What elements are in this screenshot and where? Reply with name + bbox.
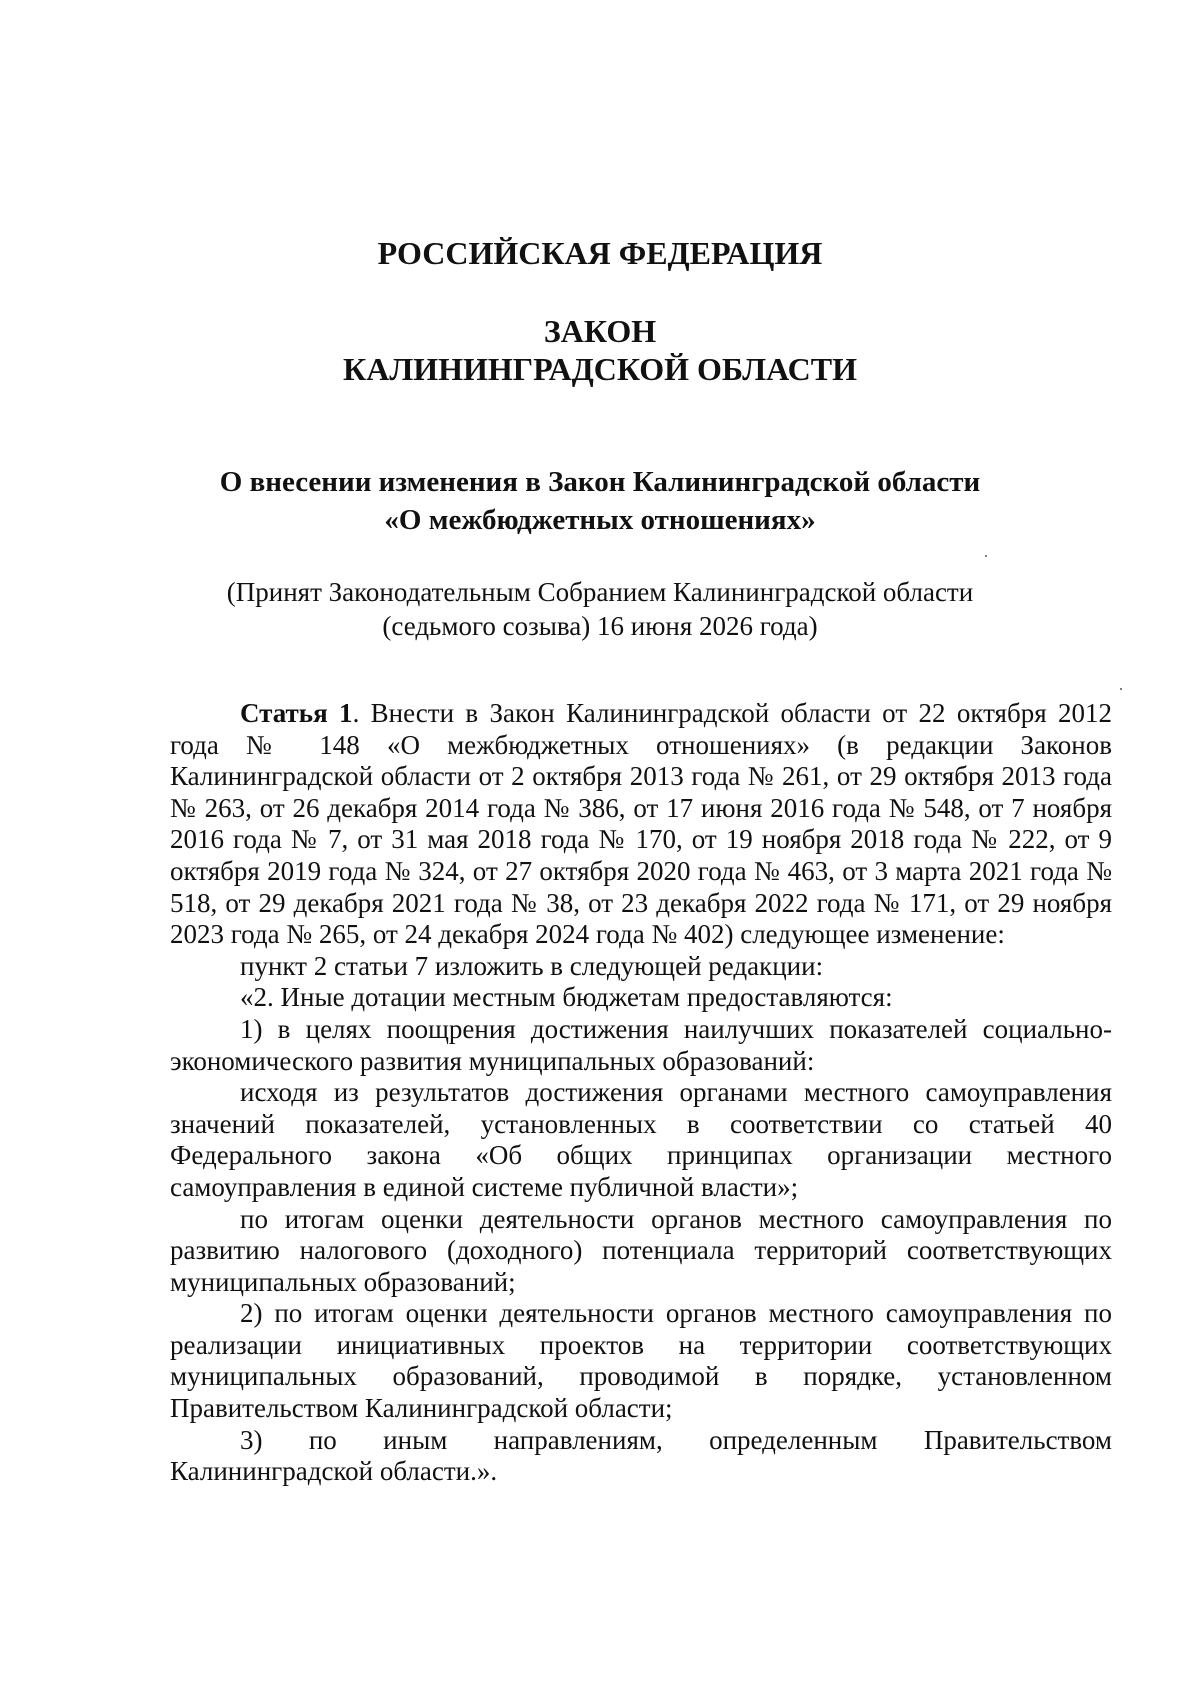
law-heading: ЗАКОН [543, 313, 657, 349]
country-heading: РОССИЙСКАЯ ФЕДЕРАЦИЯ [377, 235, 823, 271]
amendment-intro: пункт 2 статьи 7 изложить в следующей редакции: [240, 950, 824, 981]
subclause-1: 1) в целях поощрения достижения наилучших показателей социально-экономического развития муниципальных образований: [170, 1013, 1112, 1076]
subclause-1-item-b: по итогам оценки деятельности органов местного самоуправления по развитию налогового (доходного) потенциала территорий соответствующих муниципальных образований; [170, 1203, 1112, 1297]
law-title-line-2: «О межбюджетных отношениях» [384, 504, 816, 536]
scan-speck [1120, 688, 1122, 690]
article-1-text: . Внести в Закон Калининградской области от 22 октября 2012 года № 148 «О межбюджетных отношениях» (в редакции Законов Калининградской области от 2 октября 2013 года № 261, от 29 октября 2013 года № 263, от 26 декабря 2014 года № 386, от 17 июня 2016 года № 548, от 7 ноября 2016 года № 7, от 31 мая 2018 года № 170, от 19 ноября 2018 года № 222, от 9 октября 2019 года № 324, от 27 октября 2020 года № 463, от 3 марта 2021 года № 518, от 29 декабря 2021 года № 38, от 23 декабря 2022 года № 171, от 29 ноября 2023 года № 265, от 24 декабря 2024 года № 402) следующее изменение: [170, 698, 1113, 950]
law-title-line-1: О внесении изменения в Закон Калининградской области [219, 466, 981, 498]
adoption-note-line-1: (Принят Законодательным Собранием Калининградской области [226, 577, 974, 607]
law-body [170, 698, 1112, 1488]
article-1-label: Статья 1 [240, 698, 353, 728]
adoption-note-line-2: (седьмого созыва) 16 июня 2026 года) [382, 611, 818, 641]
amendment-clause-2: «2. Иные дотации местным бюджетам предоставляются: [240, 982, 893, 1013]
scan-speck [985, 555, 987, 557]
region-heading: КАЛИНИНГРАДСКОЙ ОБЛАСТИ [343, 351, 857, 387]
subclause-3: 3) по иным направлениям, определенным Правительством Калининградской области.». [170, 1424, 1112, 1487]
subclause-1-item-a: исходя из результатов достижения органами местного самоуправления значений показателей, установленных в соответствии со статьей 40 Федерального закона «Об общих принципах организации местного самоуправления в единой системе публичной власти»; [170, 1077, 1112, 1202]
subclause-2: 2) по итогам оценки деятельности органов местного самоуправления по реализации инициативных проектов на территории соответствующих муниципальных образований, проводимой в порядке, установленном Правительством Калининградской области; [170, 1298, 1112, 1424]
article-1-paragraph [170, 698, 1112, 951]
